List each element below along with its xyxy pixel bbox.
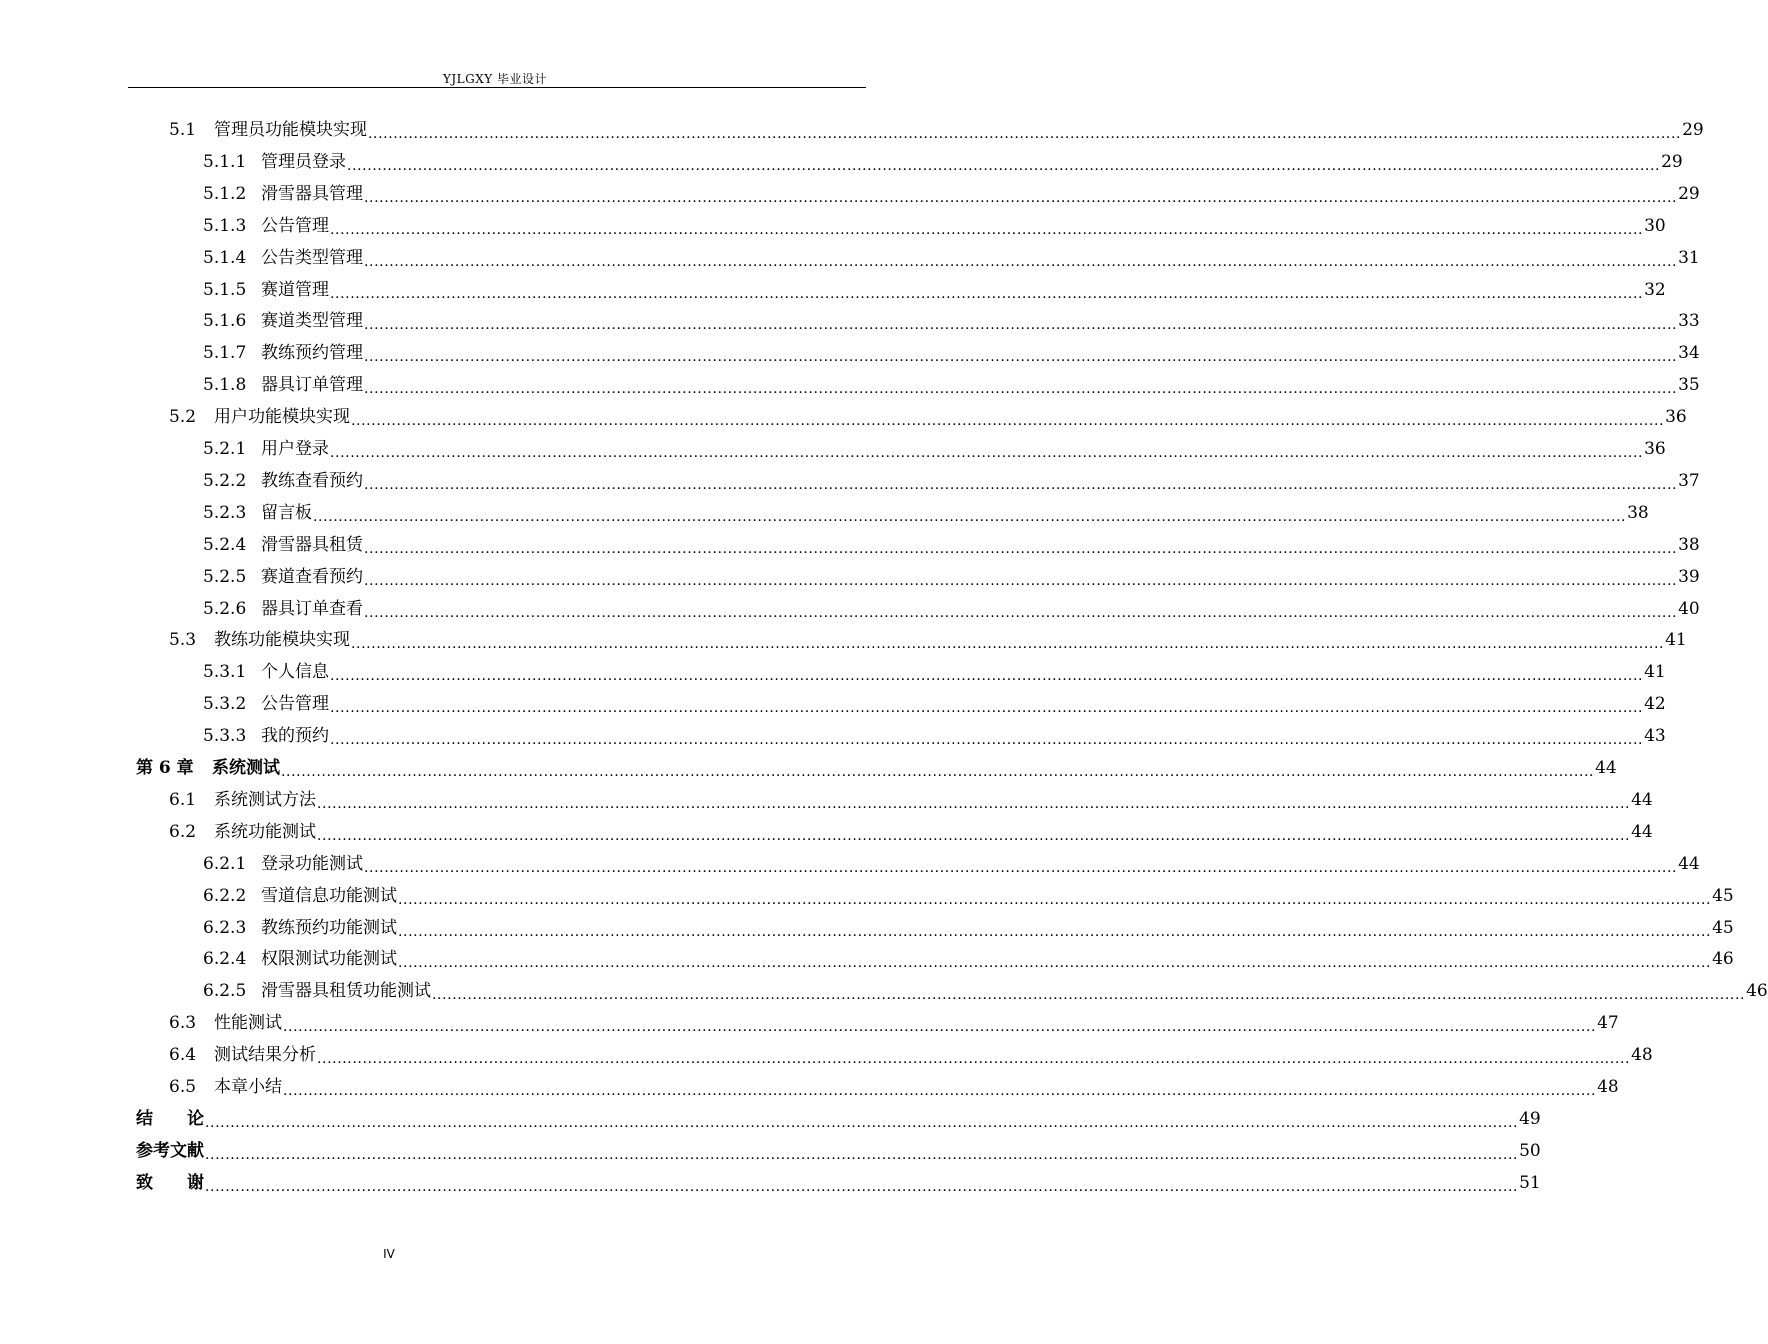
toc-entry-number: 5.1.3 [203, 216, 247, 236]
toc-dot-leader: .................................................................................................................................................................................................................................................................... [364, 349, 1678, 365]
toc-dot-leader: .................................................................................................................................................................................................................................................................... [364, 605, 1678, 621]
toc-entry-number: 5.2.4 [203, 535, 247, 555]
toc-entry-number: 5.2.2 [203, 471, 247, 491]
toc-entry-number: 5.1.8 [203, 375, 247, 395]
toc-entry-page: 32 [1644, 280, 1666, 300]
toc-entry-number: 6.1 [169, 790, 197, 810]
toc-dot-leader: .................................................................................................................................................................................................................................................................... [283, 1083, 1597, 1099]
toc-entry-title: 器具订单查看 [261, 599, 363, 619]
toc-entry-page: 38 [1627, 503, 1649, 523]
toc-entry-page: 43 [1644, 726, 1666, 746]
toc-dot-leader: .................................................................................................................................................................................................................................................................... [347, 158, 1661, 174]
toc-entry-page: 48 [1631, 1045, 1653, 1065]
toc-dot-leader: .................................................................................................................................................................................................................................................................... [364, 573, 1678, 589]
toc-dot-leader: .................................................................................................................................................................................................................................................................... [364, 381, 1678, 397]
toc-entry-title: 滑雪器具管理 [261, 184, 363, 204]
toc-entry-page: 44 [1595, 758, 1617, 778]
toc-dot-leader: .................................................................................................................................................................................................................................................................... [330, 732, 1644, 748]
toc-entry-title: 个人信息 [261, 662, 329, 682]
toc-entry[interactable] [203, 913, 1734, 943]
toc-dot-leader: .................................................................................................................................................................................................................................................................... [364, 254, 1678, 270]
toc-dot-leader: .................................................................................................................................................................................................................................................................... [330, 445, 1644, 461]
toc-entry[interactable] [203, 881, 1734, 911]
toc-entry-page: 40 [1678, 599, 1700, 619]
toc-entry-title: 系统测试方法 [214, 790, 316, 810]
toc-entry[interactable] [203, 657, 1666, 687]
toc-entry[interactable] [203, 944, 1734, 974]
toc-entry-page: 29 [1682, 120, 1704, 140]
toc-entry-page: 34 [1678, 343, 1700, 363]
toc-entry-number: 6.2 [169, 822, 197, 842]
toc-entry-page: 42 [1644, 694, 1666, 714]
toc-entry-page: 45 [1712, 886, 1734, 906]
toc-entry-title: 用户登录 [261, 439, 329, 459]
toc-dot-leader: .................................................................................................................................................................................................................................................................... [398, 955, 1712, 971]
toc-entry-number: 6.2.1 [203, 854, 247, 874]
toc-entry-number: 5.1.1 [203, 152, 247, 172]
toc-entry-number: 5.2.6 [203, 599, 247, 619]
toc-entry-title: 公告管理 [261, 694, 329, 714]
toc-dot-leader: .................................................................................................................................................................................................................................................................... [330, 700, 1644, 716]
toc-entry-number: 6.4 [169, 1045, 197, 1065]
toc-dot-leader: .................................................................................................................................................................................................................................................................... [398, 924, 1712, 940]
toc-entry-title: 本章小结 [214, 1077, 282, 1097]
toc-entry-number: 5.3.3 [203, 726, 247, 746]
toc-entry-title: 致 谢 [136, 1173, 204, 1193]
toc-entry[interactable] [203, 466, 1700, 496]
toc-entry-number: 5.1.4 [203, 248, 247, 268]
toc-dot-leader: .................................................................................................................................................................................................................................................................... [364, 477, 1678, 493]
toc-dot-leader: .................................................................................................................................................................................................................................................................... [205, 1179, 1519, 1195]
toc-entry-title: 登录功能测试 [261, 854, 363, 874]
toc-entry[interactable] [203, 721, 1666, 751]
toc-dot-leader: .................................................................................................................................................................................................................................................................... [364, 317, 1678, 333]
toc-entry-page: 48 [1597, 1077, 1619, 1097]
toc-entry-title: 教练功能模块实现 [214, 630, 350, 650]
toc-entry[interactable] [169, 785, 1653, 815]
toc-entry-page: 47 [1597, 1013, 1619, 1033]
toc-entry-title: 结 论 [136, 1109, 204, 1129]
toc-dot-leader: .................................................................................................................................................................................................................................................................... [283, 1019, 1597, 1035]
toc-entry-page: 41 [1644, 662, 1666, 682]
toc-entry-title: 雪道信息功能测试 [261, 886, 397, 906]
toc-entry-number: 6.5 [169, 1077, 197, 1097]
toc-entry[interactable] [203, 562, 1700, 592]
toc-entry-number: 5.2.1 [203, 439, 247, 459]
toc-entry[interactable] [203, 179, 1700, 209]
toc-dot-leader: .................................................................................................................................................................................................................................................................... [330, 286, 1644, 302]
toc-dot-leader: .................................................................................................................................................................................................................................................................... [330, 222, 1644, 238]
toc-entry-title: 用户功能模块实现 [214, 407, 350, 427]
toc-dot-leader: .................................................................................................................................................................................................................................................................... [368, 126, 1682, 142]
toc-dot-leader: .................................................................................................................................................................................................................................................................... [317, 828, 1631, 844]
toc-entry-title: 管理员功能模块实现 [214, 120, 367, 140]
toc-entry-title: 管理员登录 [261, 152, 346, 172]
toc-entry-page: 51 [1519, 1173, 1541, 1193]
toc-entry-number: 6.2.3 [203, 918, 247, 938]
toc-entry[interactable] [169, 1040, 1653, 1070]
toc-entry-title: 我的预约 [261, 726, 329, 746]
toc-entry-page: 35 [1678, 375, 1700, 395]
toc-entry-number: 5.2.5 [203, 567, 247, 587]
toc-entry-page: 29 [1661, 152, 1683, 172]
toc-entry[interactable] [169, 1072, 1619, 1102]
toc-entry-title: 滑雪器具租赁 [261, 535, 363, 555]
toc-entry-page: 44 [1678, 854, 1700, 874]
toc-entry[interactable] [136, 1136, 1541, 1166]
toc-entry[interactable] [203, 434, 1666, 464]
toc-entry-title: 赛道查看预约 [261, 567, 363, 587]
toc-dot-leader: .................................................................................................................................................................................................................................................................... [364, 541, 1678, 557]
toc-entry[interactable] [203, 594, 1700, 624]
toc-dot-leader: .................................................................................................................................................................................................................................................................... [398, 892, 1712, 908]
toc-entry-title: 留言板 [261, 503, 312, 523]
toc-entry-number: 6.2.4 [203, 949, 247, 969]
toc-entry-title: 赛道管理 [261, 280, 329, 300]
toc-entry[interactable] [203, 211, 1666, 241]
toc-dot-leader: .................................................................................................................................................................................................................................................................... [313, 509, 1627, 525]
toc-entry-number: 5.1.5 [203, 280, 247, 300]
toc-dot-leader: .................................................................................................................................................................................................................................................................... [351, 636, 1665, 652]
toc-entry-page: 36 [1665, 407, 1687, 427]
toc-entry-title: 赛道类型管理 [261, 311, 363, 331]
toc-dot-leader: .................................................................................................................................................................................................................................................................... [281, 764, 1595, 780]
toc-entry-page: 33 [1678, 311, 1700, 331]
toc-entry[interactable] [203, 147, 1683, 177]
toc-entry[interactable] [203, 243, 1700, 273]
toc-entry-number: 5.3 [169, 630, 197, 650]
toc-entry[interactable] [169, 625, 1687, 655]
toc-entry[interactable] [203, 306, 1700, 336]
toc-entry-page: 41 [1665, 630, 1687, 650]
toc-entry[interactable] [203, 338, 1700, 368]
toc-entry-number: 5.2 [169, 407, 197, 427]
toc-entry[interactable] [203, 530, 1700, 560]
toc-entry[interactable] [136, 1104, 1541, 1134]
toc-entry-page: 44 [1631, 822, 1653, 842]
toc-dot-leader: .................................................................................................................................................................................................................................................................... [432, 987, 1746, 1003]
toc-entry-title: 系统功能测试 [214, 822, 316, 842]
toc-entry[interactable] [136, 1168, 1541, 1198]
toc-entry-title: 教练预约功能测试 [261, 918, 397, 938]
toc-entry-number: 6.2.5 [203, 981, 247, 1001]
toc-dot-leader: .................................................................................................................................................................................................................................................................... [364, 190, 1678, 206]
toc-dot-leader: .................................................................................................................................................................................................................................................................... [330, 668, 1644, 684]
toc-entry-title: 教练查看预约 [261, 471, 363, 491]
header-rule [128, 87, 866, 88]
toc-entry-title: 教练预约管理 [261, 343, 363, 363]
toc-entry-title: 器具订单管理 [261, 375, 363, 395]
toc-entry[interactable] [203, 849, 1700, 879]
toc-entry-title: 滑雪器具租赁功能测试 [261, 981, 431, 1001]
toc-entry-page: 36 [1644, 439, 1666, 459]
toc-entry-page: 46 [1746, 981, 1768, 1001]
toc-entry[interactable] [203, 689, 1666, 719]
toc-entry[interactable] [203, 370, 1700, 400]
toc-entry-page: 37 [1678, 471, 1700, 491]
toc-entry-title: 公告类型管理 [261, 248, 363, 268]
toc-dot-leader: .................................................................................................................................................................................................................................................................... [317, 1051, 1631, 1067]
toc-entry-title: 测试结果分析 [214, 1045, 316, 1065]
toc-entry[interactable] [203, 498, 1649, 528]
toc-entry-page: 46 [1712, 949, 1734, 969]
toc-entry-number: 5.1.6 [203, 311, 247, 331]
page-number: IV [383, 1247, 395, 1261]
toc-entry[interactable] [169, 817, 1653, 847]
toc-entry-number: 6.3 [169, 1013, 197, 1033]
toc-entry-page: 44 [1631, 790, 1653, 810]
toc-entry-title: 系统测试 [212, 758, 280, 778]
toc-entry-number: 5.3.1 [203, 662, 247, 682]
toc-entry-page: 49 [1519, 1109, 1541, 1129]
toc-entry-number: 第 6 章 [136, 758, 194, 778]
toc-dot-leader: .................................................................................................................................................................................................................................................................... [364, 860, 1678, 876]
toc-entry-number: 5.1.2 [203, 184, 247, 204]
toc-entry-number: 5.1 [169, 120, 197, 140]
toc-dot-leader: .................................................................................................................................................................................................................................................................... [317, 796, 1631, 812]
toc-entry[interactable] [136, 753, 1617, 783]
toc-entry-number: 5.2.3 [203, 503, 247, 523]
toc-entry-number: 5.3.2 [203, 694, 247, 714]
toc-dot-leader: .................................................................................................................................................................................................................................................................... [205, 1147, 1519, 1163]
toc-dot-leader: .................................................................................................................................................................................................................................................................... [351, 413, 1665, 429]
toc-dot-leader: .................................................................................................................................................................................................................................................................... [205, 1115, 1519, 1131]
toc-entry-page: 50 [1519, 1141, 1541, 1161]
toc-entry-page: 39 [1678, 567, 1700, 587]
toc-entry[interactable] [169, 402, 1687, 432]
toc-entry[interactable] [169, 115, 1704, 145]
toc-entry-number: 6.2.2 [203, 886, 247, 906]
toc-entry-title: 性能测试 [214, 1013, 282, 1033]
toc-entry-page: 29 [1678, 184, 1700, 204]
toc-entry[interactable] [203, 275, 1666, 305]
toc-entry-title: 参考文献 [136, 1141, 204, 1161]
toc-entry-number: 5.1.7 [203, 343, 247, 363]
toc-entry[interactable] [169, 1008, 1619, 1038]
toc-entry-page: 38 [1678, 535, 1700, 555]
toc-entry-title: 公告管理 [261, 216, 329, 236]
toc-entry[interactable] [203, 976, 1768, 1006]
toc-entry-page: 31 [1678, 248, 1700, 268]
toc-entry-page: 45 [1712, 918, 1734, 938]
page-header-title: YJLGXY 毕业设计 [442, 72, 548, 86]
toc-entry-title: 权限测试功能测试 [261, 949, 397, 969]
toc-entry-page: 30 [1644, 216, 1666, 236]
